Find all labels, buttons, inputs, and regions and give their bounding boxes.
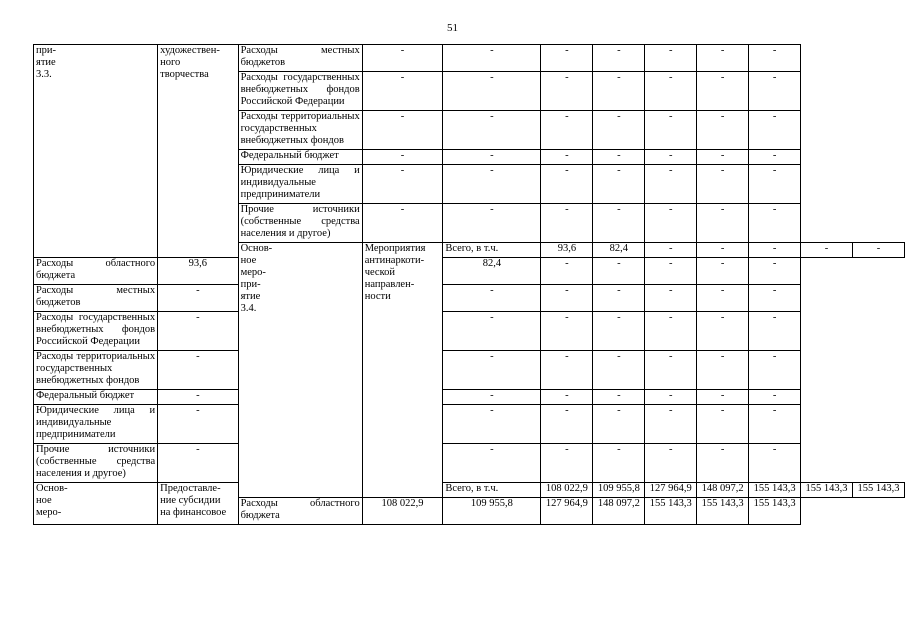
value-cell: - — [749, 150, 801, 165]
value-cell: - — [749, 72, 801, 111]
value-cell: - — [362, 204, 443, 243]
value-cell: - — [645, 165, 697, 204]
value-cell: - — [749, 405, 801, 444]
value-cell: - — [645, 351, 697, 390]
funding-source-cell: Расходы территориальных государственных внебюджетных фондов — [34, 351, 158, 390]
funding-source-cell: Расходы местных бюджетов — [34, 285, 158, 312]
value-cell: - — [541, 312, 593, 351]
value-cell: - — [443, 165, 541, 204]
funding-source-cell: Федеральный бюджет — [34, 390, 158, 405]
value-cell: 155 143,3 — [749, 498, 801, 525]
value-cell: - — [362, 150, 443, 165]
value-cell: - — [749, 312, 801, 351]
value-cell: - — [645, 72, 697, 111]
funding-source-cell: Федеральный бюджет — [238, 150, 362, 165]
value-cell: - — [593, 405, 645, 444]
table-row — [34, 285, 905, 312]
funding-source-cell: Всего, в т.ч. — [443, 483, 541, 498]
table-row — [34, 390, 905, 405]
value-cell: - — [541, 45, 593, 72]
value-cell: - — [158, 351, 238, 390]
value-cell: - — [541, 351, 593, 390]
value-cell: - — [749, 258, 801, 285]
funding-source-cell: Расходы областного бюджета — [34, 258, 158, 285]
value-cell: - — [593, 45, 645, 72]
value-cell: - — [593, 111, 645, 150]
value-cell: - — [362, 111, 443, 150]
value-cell: 127 964,9 — [541, 498, 593, 525]
activity-number-cell: Основ- ное меро- — [34, 483, 158, 525]
value-cell: 108 022,9 — [362, 498, 443, 525]
value-cell: 93,6 — [158, 258, 238, 285]
value-cell: - — [697, 312, 749, 351]
value-cell: - — [593, 351, 645, 390]
value-cell: 82,4 — [593, 243, 645, 258]
value-cell: 155 143,3 — [645, 498, 697, 525]
value-cell: - — [697, 204, 749, 243]
budget-table — [33, 44, 905, 525]
value-cell: - — [443, 111, 541, 150]
value-cell: 108 022,9 — [541, 483, 593, 498]
value-cell: - — [158, 390, 238, 405]
value-cell: - — [158, 444, 238, 483]
value-cell: - — [443, 444, 541, 483]
funding-source-cell: Юридические лица и индивидуальные предприниматели — [238, 165, 362, 204]
table-row — [34, 405, 905, 444]
value-cell: - — [645, 150, 697, 165]
value-cell: - — [697, 72, 749, 111]
funding-source-cell: Расходы государственных внебюджетных фондов Российской Федерации — [34, 312, 158, 351]
value-cell: - — [645, 111, 697, 150]
value-cell: - — [749, 165, 801, 204]
value-cell: 148 097,2 — [697, 483, 749, 498]
value-cell: - — [158, 285, 238, 312]
value-cell: - — [697, 444, 749, 483]
value-cell: - — [645, 45, 697, 72]
value-cell: 155 143,3 — [749, 483, 801, 498]
value-cell: - — [749, 111, 801, 150]
table-row — [34, 312, 905, 351]
activity-number-cell: Основ- ное меро- при- ятие 3.4. — [238, 243, 362, 498]
value-cell: - — [541, 390, 593, 405]
value-cell: - — [645, 390, 697, 405]
value-cell: - — [697, 111, 749, 150]
value-cell: - — [443, 285, 541, 312]
activity-name-cell: Предоставле- ние субсидии на финансовое — [158, 483, 238, 525]
value-cell: - — [443, 351, 541, 390]
value-cell: 155 143,3 — [697, 498, 749, 525]
value-cell: - — [697, 405, 749, 444]
value-cell: - — [541, 444, 593, 483]
table-row — [34, 444, 905, 483]
value-cell: - — [362, 165, 443, 204]
value-cell: - — [645, 243, 697, 258]
funding-source-cell: Прочие источники (собственные средства населения и другое) — [238, 204, 362, 243]
value-cell: - — [593, 258, 645, 285]
table-row — [34, 483, 905, 498]
value-cell: - — [443, 150, 541, 165]
value-cell: - — [697, 150, 749, 165]
value-cell: - — [541, 150, 593, 165]
value-cell: - — [749, 243, 801, 258]
value-cell: - — [443, 405, 541, 444]
value-cell: - — [443, 390, 541, 405]
activity-name-cell: художествен- ного творчества — [158, 45, 238, 258]
value-cell: - — [541, 72, 593, 111]
value-cell: - — [697, 390, 749, 405]
value-cell: - — [697, 45, 749, 72]
funding-source-cell: Юридические лица и индивидуальные предприниматели — [34, 405, 158, 444]
page-number: 51 — [447, 22, 458, 34]
value-cell: - — [158, 312, 238, 351]
table-row — [34, 258, 905, 285]
value-cell: 109 955,8 — [593, 483, 645, 498]
value-cell: 82,4 — [443, 258, 541, 285]
value-cell: - — [697, 351, 749, 390]
value-cell: 127 964,9 — [645, 483, 697, 498]
value-cell: 93,6 — [541, 243, 593, 258]
value-cell: - — [645, 285, 697, 312]
value-cell: - — [443, 72, 541, 111]
value-cell: - — [593, 165, 645, 204]
value-cell: - — [593, 390, 645, 405]
table-row — [34, 351, 905, 390]
value-cell: - — [362, 45, 443, 72]
value-cell: - — [541, 165, 593, 204]
value-cell: - — [697, 258, 749, 285]
funding-source-cell: Расходы государственных внебюджетных фондов Российской Федерации — [238, 72, 362, 111]
activity-number-cell: при- ятие 3.3. — [34, 45, 158, 258]
value-cell: - — [697, 165, 749, 204]
value-cell: 109 955,8 — [443, 498, 541, 525]
value-cell: - — [749, 444, 801, 483]
value-cell: 148 097,2 — [593, 498, 645, 525]
value-cell: - — [645, 444, 697, 483]
value-cell: - — [593, 444, 645, 483]
funding-source-cell: Всего, в т.ч. — [443, 243, 541, 258]
activity-name-cell: Мероприятия антинаркоти- ческой направлен- ности — [362, 243, 443, 498]
value-cell: - — [697, 285, 749, 312]
value-cell: - — [443, 45, 541, 72]
funding-source-cell: Расходы территориальных государственных внебюджетных фондов — [238, 111, 362, 150]
value-cell: - — [645, 405, 697, 444]
value-cell: - — [749, 390, 801, 405]
value-cell: - — [593, 312, 645, 351]
value-cell: - — [593, 150, 645, 165]
funding-source-cell: Расходы областного бюджета — [238, 498, 362, 525]
value-cell: - — [593, 285, 645, 312]
value-cell: - — [749, 204, 801, 243]
value-cell: - — [749, 45, 801, 72]
value-cell: - — [443, 204, 541, 243]
value-cell: - — [645, 258, 697, 285]
value-cell: - — [541, 204, 593, 243]
value-cell: - — [443, 312, 541, 351]
funding-source-cell: Расходы местных бюджетов — [238, 45, 362, 72]
value-cell: - — [749, 351, 801, 390]
value-cell: - — [158, 405, 238, 444]
value-cell: - — [697, 243, 749, 258]
value-cell: - — [801, 243, 853, 258]
value-cell: - — [645, 312, 697, 351]
value-cell: - — [749, 285, 801, 312]
value-cell: - — [362, 72, 443, 111]
value-cell: 155 143,3 — [852, 483, 904, 498]
value-cell: - — [593, 72, 645, 111]
value-cell: - — [541, 405, 593, 444]
value-cell: - — [541, 111, 593, 150]
value-cell: - — [541, 258, 593, 285]
funding-source-cell: Прочие источники (собственные средства населения и другое) — [34, 444, 158, 483]
value-cell: - — [593, 204, 645, 243]
value-cell: - — [852, 243, 904, 258]
table-row — [34, 45, 905, 72]
value-cell: 155 143,3 — [801, 483, 853, 498]
value-cell: - — [645, 204, 697, 243]
value-cell: - — [541, 285, 593, 312]
